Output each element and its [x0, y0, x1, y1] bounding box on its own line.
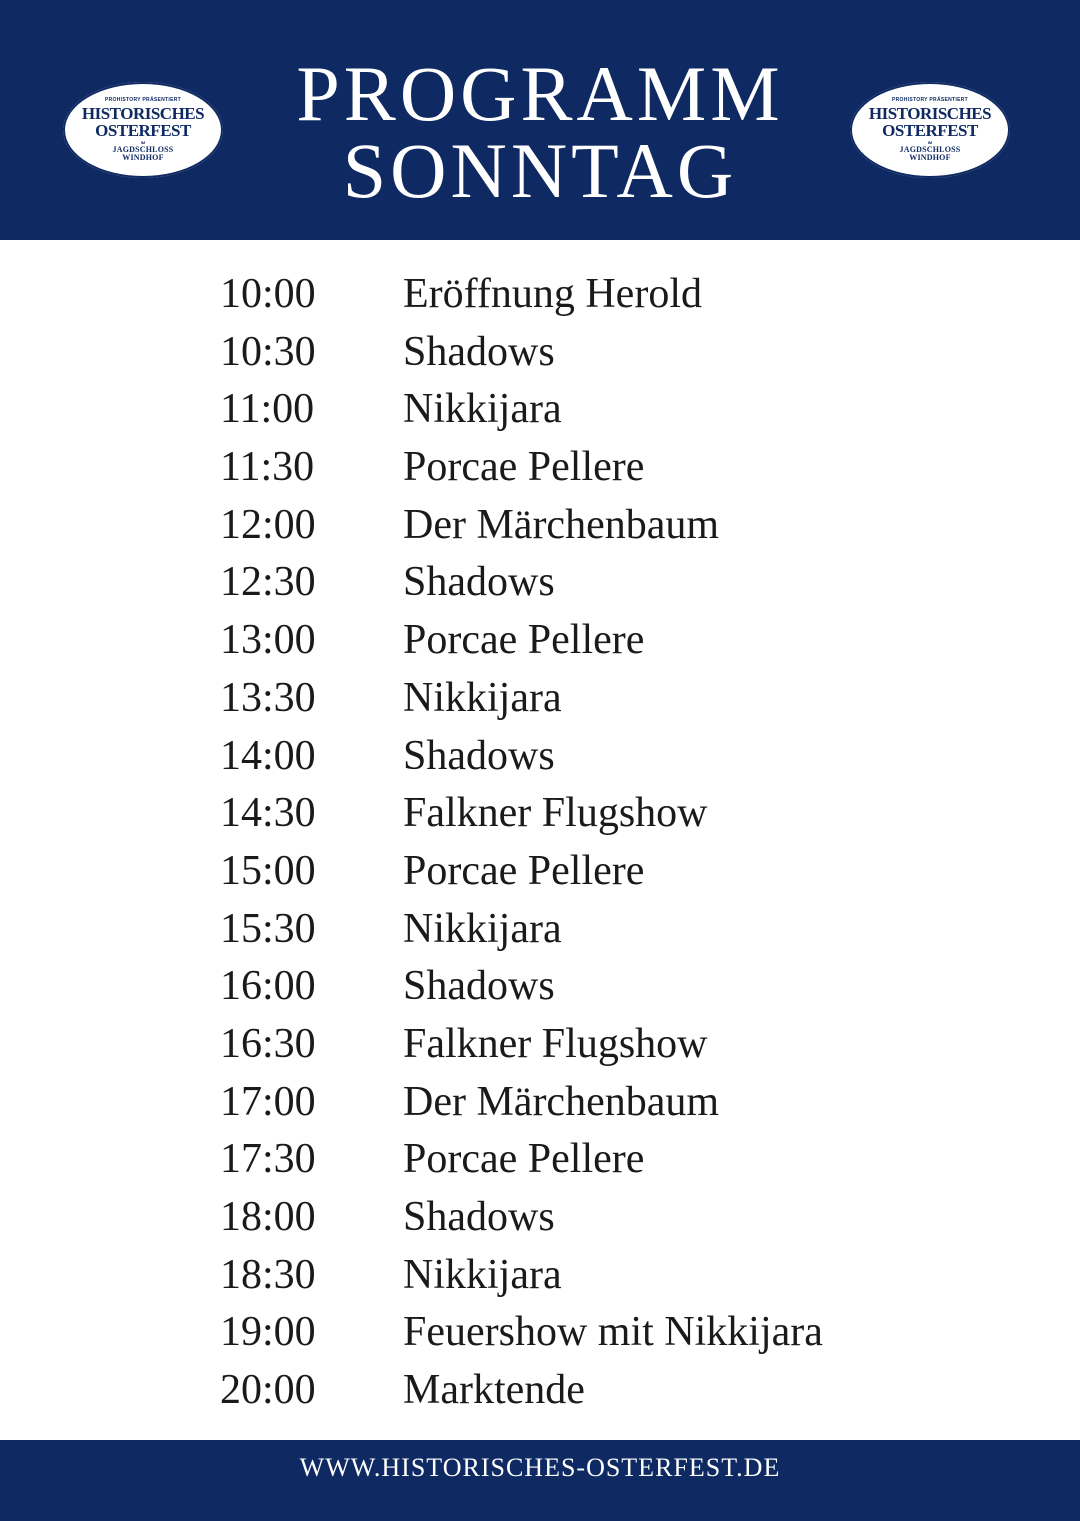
website-link[interactable]: WWW.HISTORISCHES-OSTERFEST.DE [299, 1453, 781, 1482]
schedule-row [0, 670, 1080, 728]
logo-line-4: WINDHOF [909, 153, 951, 162]
schedule-act: Nikkijara [403, 1251, 562, 1298]
schedule-time: 13:30 [220, 674, 316, 721]
schedule-row [0, 901, 1080, 959]
schedule-time: 20:00 [220, 1367, 316, 1414]
schedule-act: Nikkijara [403, 905, 562, 952]
schedule-time: 17:30 [220, 1136, 316, 1183]
logo-line-1: HISTORISCHES [81, 104, 205, 123]
schedule-row [0, 554, 1080, 612]
schedule-row [0, 1189, 1080, 1247]
schedule-row [0, 1362, 1080, 1420]
logo-line-3: JAGDSCHLOSS [112, 145, 174, 154]
schedule-time: 14:00 [220, 732, 316, 779]
schedule-row [0, 1304, 1080, 1362]
schedule-time: 18:00 [220, 1194, 316, 1240]
page-title-line-2: SONNTAG [342, 127, 738, 214]
schedule-list [0, 266, 1080, 1420]
schedule-act: Porcae Pellere [403, 1136, 645, 1183]
schedule-act: Falkner Flugshow [403, 1020, 708, 1067]
schedule-act: Nikkijara [403, 674, 562, 721]
logo-line-3: JAGDSCHLOSS [899, 145, 961, 154]
schedule-act: Shadows [403, 328, 555, 375]
schedule-time: 10:30 [220, 328, 316, 375]
schedule-row [0, 785, 1080, 843]
schedule-row [0, 1131, 1080, 1189]
schedule-row [0, 958, 1080, 1016]
schedule-time: 10:00 [220, 271, 316, 317]
schedule-time: 16:00 [220, 963, 316, 1010]
schedule-row [0, 843, 1080, 901]
schedule-time: 15:00 [220, 847, 316, 894]
schedule-act: Shadows [403, 559, 555, 606]
logo-line-2: OSTERFEST [882, 121, 978, 140]
schedule-act: Porcae Pellere [403, 617, 645, 664]
schedule-act: Der Märchenbaum [403, 1078, 720, 1125]
schedule-act: Marktende [403, 1367, 585, 1414]
schedule-time: 17:00 [220, 1078, 316, 1125]
schedule-time: 15:30 [220, 905, 316, 952]
schedule-row [0, 497, 1080, 555]
schedule-row [0, 728, 1080, 786]
schedule-act: Nikkijara [403, 386, 562, 433]
schedule-time: 18:30 [220, 1251, 316, 1298]
header-banner [0, 0, 1080, 240]
logo-line-1: HISTORISCHES [868, 104, 992, 123]
schedule-act: Shadows [403, 732, 555, 779]
schedule-act: Feuershow mit Nikkijara [403, 1309, 823, 1356]
schedule-act: Shadows [403, 1194, 555, 1240]
schedule-row [0, 1016, 1080, 1074]
page-title-line-1: PROGRAMM [296, 50, 784, 137]
schedule-time: 11:00 [220, 386, 315, 433]
schedule-row [0, 1074, 1080, 1132]
schedule-row [0, 612, 1080, 670]
schedule-time: 12:30 [220, 559, 316, 606]
schedule-time: 11:30 [220, 444, 315, 491]
schedule-row [0, 439, 1080, 497]
logo-im-text: IM [927, 140, 933, 145]
logo-presenter-text: PROHISTORY PRÄSENTIERT [105, 97, 181, 103]
schedule-time: 12:00 [220, 501, 316, 548]
schedule-row [0, 1247, 1080, 1305]
schedule-act: Falkner Flugshow [403, 790, 708, 837]
schedule-act: Der Märchenbaum [403, 501, 720, 548]
schedule-time: 13:00 [220, 617, 316, 664]
schedule-row [0, 324, 1080, 382]
schedule-act: Porcae Pellere [403, 444, 645, 491]
schedule-act: Shadows [403, 963, 555, 1010]
schedule-time: 14:30 [220, 790, 316, 837]
footer-banner [0, 1440, 1080, 1521]
schedule-act: Porcae Pellere [403, 847, 645, 894]
schedule-row [0, 381, 1080, 439]
logo-presenter-text: PROHISTORY PRÄSENTIERT [892, 97, 968, 103]
schedule-act: Eröffnung Herold [403, 271, 702, 317]
logo-line-4: WINDHOF [122, 153, 164, 162]
schedule-time: 19:00 [220, 1309, 316, 1356]
schedule-row [0, 266, 1080, 324]
logo-line-2: OSTERFEST [95, 121, 191, 140]
event-logo-right [850, 82, 1010, 178]
logo-im-text: IM [140, 140, 146, 145]
schedule-time: 16:30 [220, 1020, 316, 1067]
